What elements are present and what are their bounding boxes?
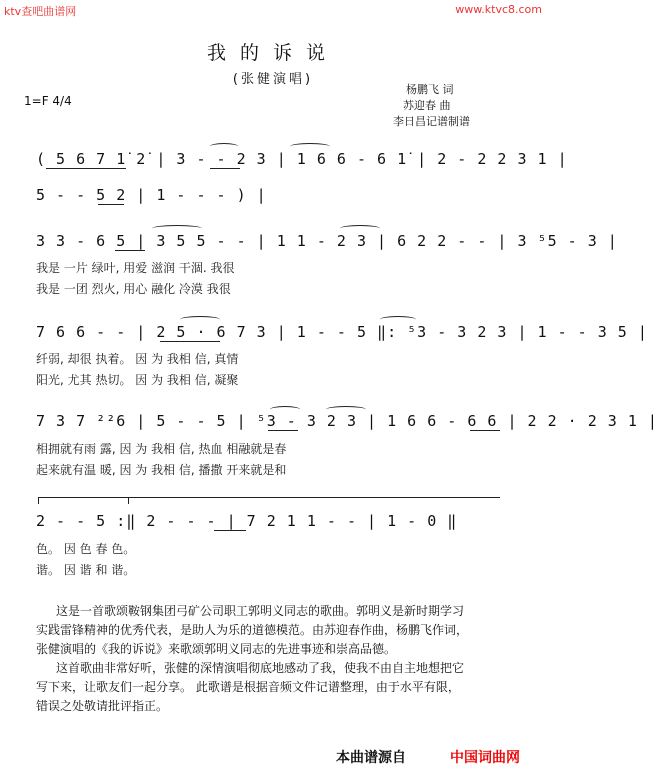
slur	[380, 316, 416, 323]
score-line-5-lyrics-1: 相拥就有雨 露, 因 为 我相 信, 热血 相融就是春	[36, 442, 287, 456]
score-line-2-notes: 5 - - 5 2 | 1 - - - ) |	[36, 186, 267, 204]
score-line-5-lyrics-2: 起来就有温 暖, 因 为 我相 信, 播撒 开来就是和	[36, 463, 287, 477]
composer-credit: 苏迎春 曲	[403, 99, 451, 112]
slur	[180, 316, 220, 323]
underline	[160, 341, 220, 342]
repeat-bracket-tick	[38, 497, 39, 504]
song-subtitle: (张健演唱)	[232, 72, 314, 87]
key-signature: 1=F 4/4	[24, 94, 72, 108]
score-line-4-notes: 7 6 6 - - | 2 5 · 6 7 3 | 1 - - 5 ‖: ⁵3 - 3 2 3 | 1 - - 3 5 |	[36, 323, 648, 341]
watermark-right: www.ktvc8.com	[455, 3, 542, 16]
repeat-bracket-line	[38, 497, 500, 498]
description-line-2: 实践雷锋精神的优秀代表，是助人为乐的道德模范。由苏迎春作曲，杨鹏飞作词，	[36, 623, 469, 637]
score-line-6-notes: 2 - - 5 :‖ 2 - - - | 7 2 1 1 - - | 1 - 0 ‖	[36, 512, 458, 530]
source-site-link[interactable]: 中国词曲网	[450, 750, 520, 766]
slur	[210, 143, 238, 150]
transcriber-credit: 李日昌记谱制谱	[393, 115, 470, 128]
score-line-3-notes: 3 3 - 6 5 | 3 5 5 - - | 1 1 - 2 3 | 6 2 2 - - | 3 ⁵5 - 3 |	[36, 232, 618, 250]
lyricist-credit: 杨鹏飞 词	[406, 83, 454, 96]
watermark-left: ktv查吧曲谱网	[4, 5, 77, 18]
description-line-4: 这首歌曲非常好听，张健的深情演唱彻底地感动了我，使我不由自主地想把它	[56, 661, 465, 675]
underline	[268, 430, 298, 431]
score-line-4-lyrics-1: 纤弱, 却很 执着。 因 为 我相 信, 真情	[36, 352, 239, 366]
description-line-5: 写下来，让歌友们一起分享。 此歌谱是根据音频文件记谱整理，由于水平有限，	[36, 680, 460, 694]
description-line-1: 这是一首歌颂鞍钢集团弓矿公司职工郭明义同志的歌曲。郭明义是新时期学习	[56, 604, 465, 618]
score-line-3-lyrics-1: 我是 一片 绿叶, 用爱 滋润 干涸. 我很	[36, 261, 235, 275]
score-line-3-lyrics-2: 我是 一团 烈火, 用心 融化 冷漠 我很	[36, 282, 231, 296]
description-line-3: 张健演唱的《我的诉说》来歌颂郭明义同志的先进事迹和崇高品德。	[36, 642, 397, 656]
slur	[340, 225, 380, 232]
score-line-6-lyrics-1: 色。 因 色 春 色。	[36, 542, 136, 556]
underline	[46, 168, 126, 169]
score-line-4-lyrics-2: 阳光, 尤其 热切。 因 为 我相 信, 凝聚	[36, 373, 239, 387]
description-line-6: 错误之处敬请批评指正。	[36, 699, 169, 713]
underline	[98, 204, 124, 205]
score-line-1-notes: ( 5 6 7 1̇ 2̇ | 3 - - 2 3 | 1 6 6 - 6 1̇ | 2 - 2 2 3 1 |	[36, 150, 568, 168]
score-line-5-notes: 7 3 7 ²²6 | 5 - - 5 | ⁵3 - 3 2 3 | 1 6 6 - 6 6 | 2 2 · 2 3 1 |	[36, 412, 658, 430]
slur	[152, 225, 202, 232]
score-line-6-lyrics-2: 谐。 因 谐 和 谐。	[36, 563, 136, 577]
underline	[210, 168, 240, 169]
slur	[290, 143, 330, 150]
song-title: 我的诉说	[206, 42, 339, 64]
repeat-bracket-tick	[128, 497, 129, 504]
underline	[470, 430, 500, 431]
underline	[214, 530, 246, 531]
underline	[115, 250, 145, 251]
source-label: 本曲谱源自	[336, 750, 406, 766]
